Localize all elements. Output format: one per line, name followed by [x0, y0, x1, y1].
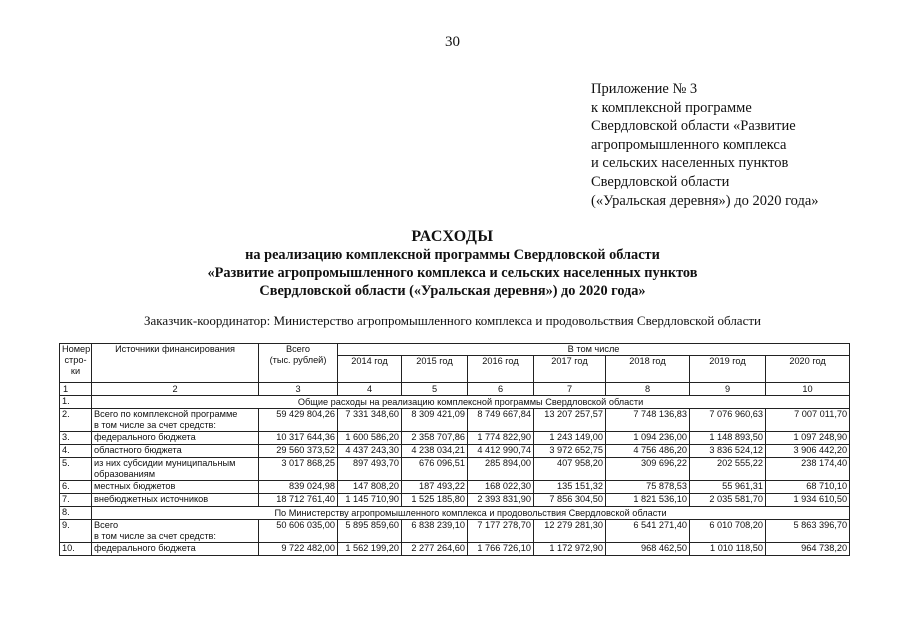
year-value-cell: 2 393 831,90 [468, 494, 534, 507]
table-row [60, 520, 850, 543]
year-value-cell: 6 541 271,40 [606, 520, 690, 543]
appendix-line: и сельских населенных пунктов [591, 155, 789, 172]
year-value-cell: 12 279 281,30 [534, 520, 606, 543]
year-value-cell: 1 148 893,50 [690, 432, 766, 445]
year-value-cell: 1 172 972,90 [534, 543, 606, 556]
row-number-cell: 1. [60, 396, 92, 409]
year-value-cell: 75 878,53 [606, 481, 690, 494]
document-title [40, 228, 865, 300]
table-row [60, 409, 850, 432]
total-value-cell: 18 712 761,40 [259, 494, 338, 507]
year-value-cell: 135 151,32 [534, 481, 606, 494]
appendix-line: Свердловской области «Развитие [591, 118, 796, 135]
row-number-cell: 10. [60, 543, 92, 556]
year-value-cell: 4 756 486,20 [606, 445, 690, 458]
header-year: 2019 год [690, 356, 766, 383]
header-year: 2018 год [606, 356, 690, 383]
year-value-cell: 1 097 248,90 [766, 432, 850, 445]
title-line-3: «Развитие агропромышленного комплекса и сельских населенных пунктов [207, 265, 698, 281]
year-value-cell: 238 174,40 [766, 458, 850, 481]
year-value-cell: 3 906 442,20 [766, 445, 850, 458]
source-label-line: Всего [94, 520, 119, 530]
year-value-cell: 4 238 034,21 [402, 445, 468, 458]
source-label-cell [92, 520, 259, 543]
header-year: 2017 год [534, 356, 606, 383]
year-value-cell: 7 177 278,70 [468, 520, 534, 543]
row-number-cell: 7. [60, 494, 92, 507]
table-row [60, 458, 850, 481]
year-value-cell: 5 895 859,60 [338, 520, 402, 543]
year-value-cell: 2 358 707,86 [402, 432, 468, 445]
year-value-cell: 13 207 257,57 [534, 409, 606, 432]
year-value-cell: 68 710,10 [766, 481, 850, 494]
column-index-cell: 9 [690, 383, 766, 396]
table-row [60, 445, 850, 458]
year-value-cell: 285 894,00 [468, 458, 534, 481]
year-value-cell: 3 836 524,12 [690, 445, 766, 458]
year-value-cell: 1 145 710,90 [338, 494, 402, 507]
row-number-cell: 9. [60, 520, 92, 543]
year-value-cell: 5 863 396,70 [766, 520, 850, 543]
page-number: 30 [445, 34, 460, 50]
header-total-line: Всего [285, 344, 311, 354]
total-value-cell: 59 429 804,26 [259, 409, 338, 432]
header-row-number-line: стро- [64, 355, 87, 365]
year-value-cell: 202 555,22 [690, 458, 766, 481]
column-index-cell: 4 [338, 383, 402, 396]
appendix-line: («Уральская деревня») до 2020 года» [591, 192, 819, 209]
column-index-cell: 1 [60, 383, 92, 396]
year-value-cell: 968 462,50 [606, 543, 690, 556]
appendix-line: агропромышленного комплекса [591, 136, 787, 153]
header-year: 2014 год [338, 356, 402, 383]
year-value-cell: 8 309 421,09 [402, 409, 468, 432]
appendix-note [591, 80, 891, 210]
source-label-line: в том числе за счет средств: [94, 420, 216, 430]
year-value-cell: 1 600 586,20 [338, 432, 402, 445]
table-row [60, 432, 850, 445]
header-including: В том числе [338, 344, 850, 356]
year-value-cell: 676 096,51 [402, 458, 468, 481]
year-value-cell: 1 934 610,50 [766, 494, 850, 507]
source-label-cell [92, 481, 259, 494]
year-value-cell: 168 022,30 [468, 481, 534, 494]
row-number-cell: 5. [60, 458, 92, 481]
year-value-cell: 147 808,20 [338, 481, 402, 494]
header-year: 2015 год [402, 356, 468, 383]
source-label-cell [92, 543, 259, 556]
column-index-cell: 5 [402, 383, 468, 396]
column-index-cell: 7 [534, 383, 606, 396]
source-label-line: федерального бюджета [94, 543, 196, 553]
year-value-cell: 4 412 990,74 [468, 445, 534, 458]
year-value-cell: 897 493,70 [338, 458, 402, 481]
year-value-cell: 1 774 822,90 [468, 432, 534, 445]
section-title-cell: Общие расходы на реализацию комплексной программы Свердловской области [92, 396, 850, 409]
header-row-number-line: ки [70, 366, 81, 376]
column-index-cell: 8 [606, 383, 690, 396]
year-value-cell: 2 277 264,60 [402, 543, 468, 556]
column-index-cell: 10 [766, 383, 850, 396]
year-value-cell: 7 856 304,50 [534, 494, 606, 507]
source-label-line: Всего по комплексной программе [94, 409, 238, 419]
row-number-cell: 8. [60, 507, 92, 520]
year-value-cell: 3 972 652,75 [534, 445, 606, 458]
source-label-cell [92, 432, 259, 445]
title-line-4: Свердловской области («Уральская деревня») до 2020 года» [259, 283, 646, 299]
column-index-cell: 2 [92, 383, 259, 396]
year-value-cell: 2 035 581,70 [690, 494, 766, 507]
year-value-cell: 1 525 185,80 [402, 494, 468, 507]
header-year: 2016 год [468, 356, 534, 383]
title-line-2: на реализацию комплексной программы Свердловской области [245, 247, 660, 263]
row-number-cell: 4. [60, 445, 92, 458]
title-line-1: РАСХОДЫ [411, 228, 494, 245]
year-value-cell: 1 243 149,00 [534, 432, 606, 445]
header-total [259, 344, 338, 383]
year-value-cell: 4 437 243,30 [338, 445, 402, 458]
row-number-cell: 6. [60, 481, 92, 494]
table-row [60, 481, 850, 494]
total-value-cell: 9 722 482,00 [259, 543, 338, 556]
table-header-row [60, 344, 850, 356]
header-year: 2020 год [766, 356, 850, 383]
source-label-line: из них субсидии муниципальным [94, 458, 236, 468]
expenses-table [59, 343, 850, 556]
source-label-cell [92, 445, 259, 458]
appendix-line: к комплексной программе [591, 99, 752, 116]
appendix-line: Свердловской области [591, 173, 730, 190]
source-label-line: местных бюджетов [94, 481, 176, 491]
total-value-cell: 10 317 644,36 [259, 432, 338, 445]
source-label-line: образованиям [94, 469, 156, 479]
header-row-number [60, 344, 92, 383]
table-row [60, 543, 850, 556]
table-row [60, 494, 850, 507]
source-label-line: внебюджетных источников [94, 494, 209, 504]
column-index-cell: 3 [259, 383, 338, 396]
year-value-cell: 6 838 239,10 [402, 520, 468, 543]
year-value-cell: 1 766 726,10 [468, 543, 534, 556]
section-title-cell: По Министерству агропромышленного комплекса и продовольствия Свердловской области [92, 507, 850, 520]
year-value-cell: 407 958,20 [534, 458, 606, 481]
source-label-line: в том числе за счет средств: [94, 531, 216, 541]
customer-coordinator: Заказчик-координатор: Министерство агропромышленного комплекса и продовольствия Свердловской области [144, 313, 761, 328]
year-value-cell: 309 696,22 [606, 458, 690, 481]
source-label-cell [92, 458, 259, 481]
header-total-line: (тыс. рублей) [269, 355, 327, 365]
year-value-cell: 8 749 667,84 [468, 409, 534, 432]
section-row [60, 396, 850, 409]
header-source: Источники финансирования [92, 344, 259, 383]
year-value-cell: 6 010 708,20 [690, 520, 766, 543]
column-index-cell: 6 [468, 383, 534, 396]
column-index-row [60, 383, 850, 396]
year-value-cell: 1 094 236,00 [606, 432, 690, 445]
year-value-cell: 7 331 348,60 [338, 409, 402, 432]
year-value-cell: 1 821 536,10 [606, 494, 690, 507]
row-number-cell: 2. [60, 409, 92, 432]
year-value-cell: 187 493,22 [402, 481, 468, 494]
source-label-line: федерального бюджета [94, 432, 196, 442]
source-label-cell [92, 494, 259, 507]
total-value-cell: 3 017 868,25 [259, 458, 338, 481]
year-value-cell: 1 562 199,20 [338, 543, 402, 556]
header-row-number-line: Номер [62, 344, 91, 354]
year-value-cell: 7 076 960,63 [690, 409, 766, 432]
year-value-cell: 55 961,31 [690, 481, 766, 494]
year-value-cell: 7 748 136,83 [606, 409, 690, 432]
year-value-cell: 964 738,20 [766, 543, 850, 556]
year-value-cell: 7 007 011,70 [766, 409, 850, 432]
source-label-cell [92, 409, 259, 432]
total-value-cell: 50 606 035,00 [259, 520, 338, 543]
source-label-line: областного бюджета [94, 445, 182, 455]
total-value-cell: 839 024,98 [259, 481, 338, 494]
year-value-cell: 1 010 118,50 [690, 543, 766, 556]
appendix-line: Приложение № 3 [591, 81, 698, 97]
row-number-cell: 3. [60, 432, 92, 445]
total-value-cell: 29 560 373,52 [259, 445, 338, 458]
section-row [60, 507, 850, 520]
